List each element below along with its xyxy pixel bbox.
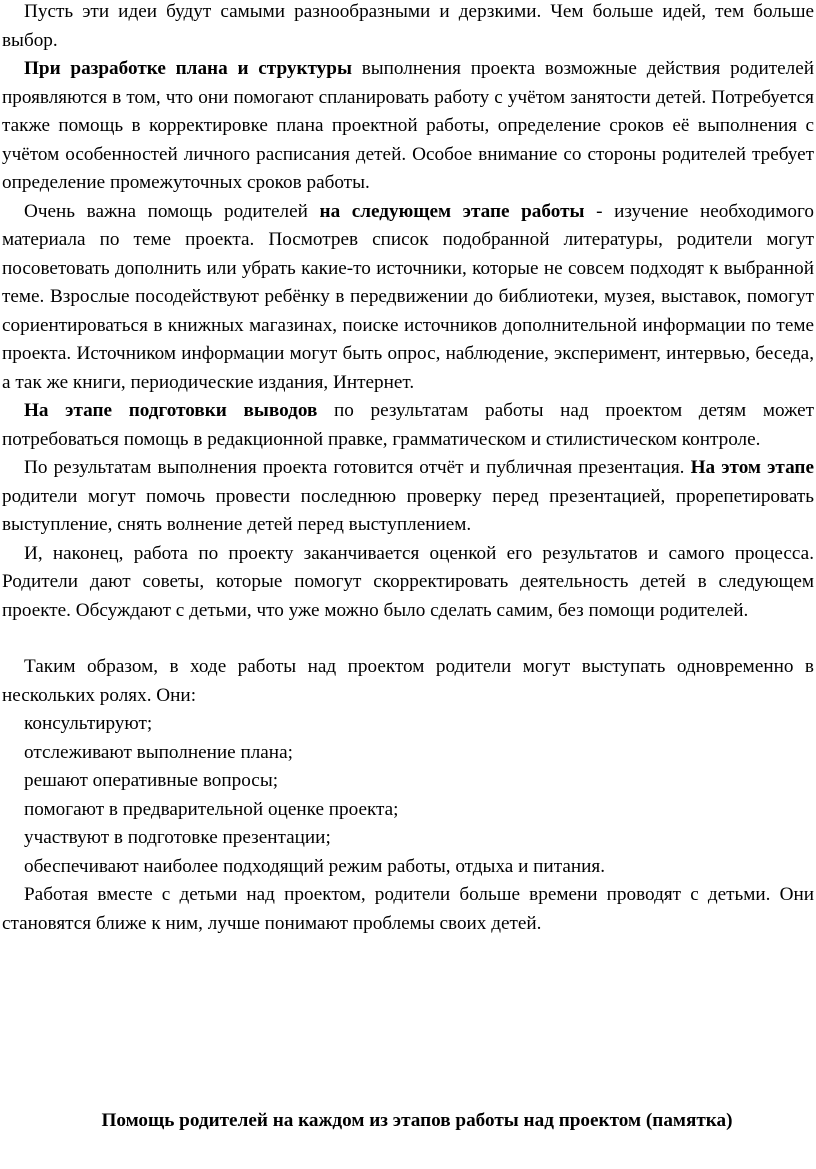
paragraph-next-stage: [2, 198, 814, 398]
document-body: [2, 0, 814, 938]
list-item: решают оперативные вопросы;: [24, 770, 279, 791]
paragraph-text: По результатам выполнения проекта готовится отчёт и публичная презентация.: [24, 457, 691, 478]
bold-phrase: При разработке плана и структуры: [24, 58, 352, 79]
list-item: участвуют в подготовке презентации;: [24, 827, 331, 848]
paragraph-text: выполнения проекта возможные действия родителей проявляются в том, что они помогают спланировать работу с учётом занятости детей. Потребуется также помощь в корректировке плана проектной работы, определение сроков её выполнения с учётом особенностей личного расписания детей. Особое внимание со стороны родителей требует определение промежуточных сроков работы.: [2, 58, 814, 193]
paragraph-conclusions: [2, 397, 814, 454]
bold-phrase: на следующем этапе работы: [319, 200, 585, 222]
paragraph-evaluation: [2, 540, 814, 626]
roles-list: [2, 710, 814, 881]
paragraph-text: Таким образом, в ходе работы над проектом родители могут выступать одновременно в нескольких ролях. Они:: [2, 656, 814, 706]
list-item: обеспечивают наиболее подходящий режим работы, отдыха и питания.: [24, 855, 605, 877]
paragraph-text: - изучение необходимого материала по теме проекта. Посмотрев список подобранной литературы, родители могут посоветовать дополнить или убрать какие-то источники, которые не совсем подходят к выбранной теме. Взрослые посодействуют ребёнку в передвижении до библиотеки, музея, выставок, помогут сориентироваться в книжных магазинах, поиске источников дополнительной информации по теме проекта. Источником информации могут быть опрос, наблюдение, эксперимент, интервью, беседа, а так же книги, периодические издания, Интернет.: [2, 200, 815, 393]
section-heading: Помощь родителей на каждом из этапов работы над проектом (памятка): [101, 1110, 733, 1131]
bold-phrase: На этом этапе: [690, 457, 814, 478]
paragraph-text: Пусть эти идеи будут самыми разнообразными и дерзкими. Чем больше идей, тем больше выбор.: [2, 1, 814, 51]
paragraph-text: родители могут помочь провести последнюю проверку перед презентацией, прорепетировать выступление, снять волнение детей перед выступлением.: [2, 485, 814, 535]
paragraph-planning: [2, 55, 814, 198]
paragraph-presentation: [2, 454, 814, 540]
bold-phrase: На этапе подготовки выводов: [24, 400, 318, 421]
paragraph-text: Очень важна помощь родителей: [24, 200, 320, 222]
paragraph-closing: [2, 881, 814, 938]
list-item: консультируют;: [24, 713, 153, 734]
paragraph-ideas: [2, 0, 814, 55]
paragraph-text: Работая вместе с детьми над проектом, родители больше времени проводят с детьми. Они становятся ближе к ним, лучше понимают проблемы своих детей.: [2, 884, 814, 934]
paragraph-text: по результатам работы над проектом детям может потребоваться помощь в редакционной правке, грамматическом и стилистическом контроле.: [2, 400, 814, 450]
paragraph-text: И, наконец, работа по проекту заканчивается оценкой его результатов и самого процесса. Родители дают советы, которые помогут скорректировать деятельность детей в следующем проекте. Обсуждают с детьми, что уже можно было сделать самим, без помощи родителей.: [2, 542, 814, 621]
list-item: отслеживают выполнение плана;: [24, 741, 293, 763]
list-item: помогают в предварительной оценке проекта;: [24, 798, 399, 820]
paragraph-roles-intro: [2, 653, 814, 710]
